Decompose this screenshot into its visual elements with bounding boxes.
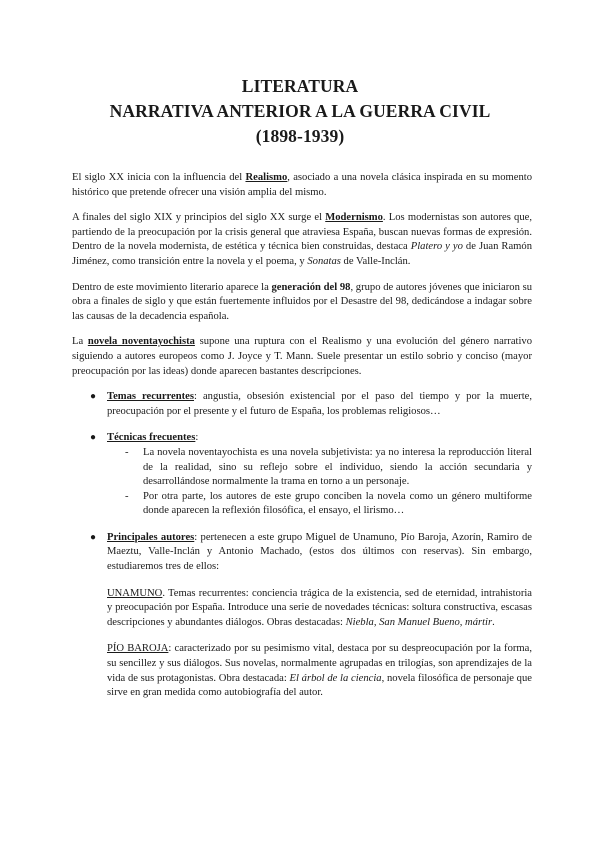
title-line-2: NARRATIVA ANTERIOR A LA GUERRA CIVIL	[109, 101, 491, 121]
text: , novela filosófica de personaje que sirve en gran medida como autobiografía del autor.	[107, 672, 532, 699]
bullet-list	[72, 390, 532, 701]
dash-icon: -	[125, 446, 129, 458]
text: El siglo XX inicia con la influencia del	[72, 172, 246, 183]
paragraph-generacion-98	[72, 281, 532, 325]
author-name-unamuno: UNAMUNO	[107, 587, 163, 599]
document-body	[72, 171, 532, 713]
term-novela-noventayochista: novela noventayochista	[87, 336, 195, 348]
dash-item	[107, 446, 532, 490]
label-tecnicas: Técnicas frecuentes	[107, 432, 196, 444]
bullet-tecnicas	[72, 431, 532, 519]
document-title	[0, 74, 600, 149]
bullet-icon: ●	[90, 432, 97, 444]
text: Dentro de este movimiento literario aparece la	[72, 281, 272, 293]
bullet-temas	[72, 390, 532, 419]
label-autores: Principales autores	[107, 531, 195, 543]
text: : angustia, obsesión existencial por el paso del tiempo y por la muerte, preocupación por el presente y el futuro de España, los problemas religiosos…	[107, 391, 532, 417]
term-realismo: Realismo	[245, 172, 288, 183]
author-name-baroja: PÍO BAROJA	[107, 643, 169, 655]
text: La	[72, 336, 88, 348]
text: : pertenecen a este grupo Miguel de Unamuno, Pío Baroja, Azorín, Ramiro de Maeztu, Valle-Inclán y Antonio Machado, (estos dos últimos con reservas). Sin embargo, estudiaremos tres de ellos:	[107, 531, 533, 573]
title-line-3: (1898-1939)	[255, 126, 345, 146]
paragraph-modernismo	[72, 211, 532, 269]
bullet-autores	[72, 531, 532, 701]
text: . Temas recurrentes: conciencia trágica de la existencia, sed de eternidad, intrahistoria y preocupación por España. Introduce una serie de novedades técnicas: soltura constructiva, escasas descripciones y abundantes diálogos. Obras destacadas:	[107, 587, 532, 628]
term-modernismo: Modernismo	[325, 212, 383, 224]
text: de Juan Ramón Jiménez, como transición entre la novela y el poema, y	[72, 241, 532, 267]
text: . Los modernistas son autores que, partiendo de la preocupación por la crisis general que atraviesa España, buscan nuevas formas de expresión. Dentro de la novela modernista, de estética y técnica bien construidas, destaca	[72, 212, 532, 253]
text: A finales del siglo XIX y principios del siglo XX surge el	[72, 212, 326, 224]
text: .	[492, 616, 495, 628]
author-baroja	[107, 642, 532, 700]
paragraph-novela-noventayochista	[72, 335, 532, 379]
author-unamuno	[107, 587, 532, 631]
title-line-1: LITERATURA	[241, 76, 359, 96]
text: de Valle-Inclán.	[340, 255, 411, 267]
text: , grupo de autores jóvenes que iniciaron su obra a finales de siglo y que están fuertemente influidos por el Desastre del 98, dedicándose a indagar sobre las causas de la decadencia española.	[72, 281, 532, 322]
bullet-icon: ●	[90, 391, 97, 403]
work-sonatas: Sonatas	[307, 255, 341, 267]
work-baroja: El árbol de la ciencia	[289, 672, 382, 684]
bullet-icon: ●	[90, 531, 97, 543]
text: :	[195, 432, 199, 444]
paragraph-realismo	[72, 171, 532, 200]
label-temas: Temas recurrentes	[107, 391, 195, 403]
term-generacion-98: generación del 98	[271, 281, 351, 293]
text: : caracterizado por su pesimismo vital, destaca por su despreocupación por la forma, su sencillez y sus diálogos. Sus novelas, normalmente agrupadas en trilogías, son aprendizajes de la vida de sus protagonistas. Obra destacada:	[107, 643, 532, 684]
text: supone una ruptura con el Realismo y una evolución del género narrativo siguiendo a autores europeos como J. Joyce y T. Mann. Suele presentar un estilo sobrio y conciso (mayor preocupación por las ideas) donde aparecen bastantes descripciones.	[72, 336, 533, 377]
dash-icon: -	[125, 490, 129, 502]
works-unamuno: Niebla, San Manuel Bueno, mártir	[345, 616, 493, 628]
text: La novela noventayochista es una novela subjetivista: ya no interesa la reproducción literal de la realidad, sino su reflejo sobre el individuo, siendo la acción secundaria y desarrollándose normalmente la trama en torno a un personaje.	[143, 446, 532, 488]
dash-list	[107, 446, 532, 519]
text: Por otra parte, los autores de este grupo conciben la novela como un género multiforme donde aparecen la reflexión filosófica, el ensayo, el lirismo…	[143, 490, 532, 517]
dash-item	[107, 490, 532, 519]
text: , asociado a una novela clásica inspirada en su momento histórico que pretende ofrecer una visión amplia del mismo.	[72, 172, 532, 198]
work-platero: Platero y yo	[410, 241, 463, 253]
